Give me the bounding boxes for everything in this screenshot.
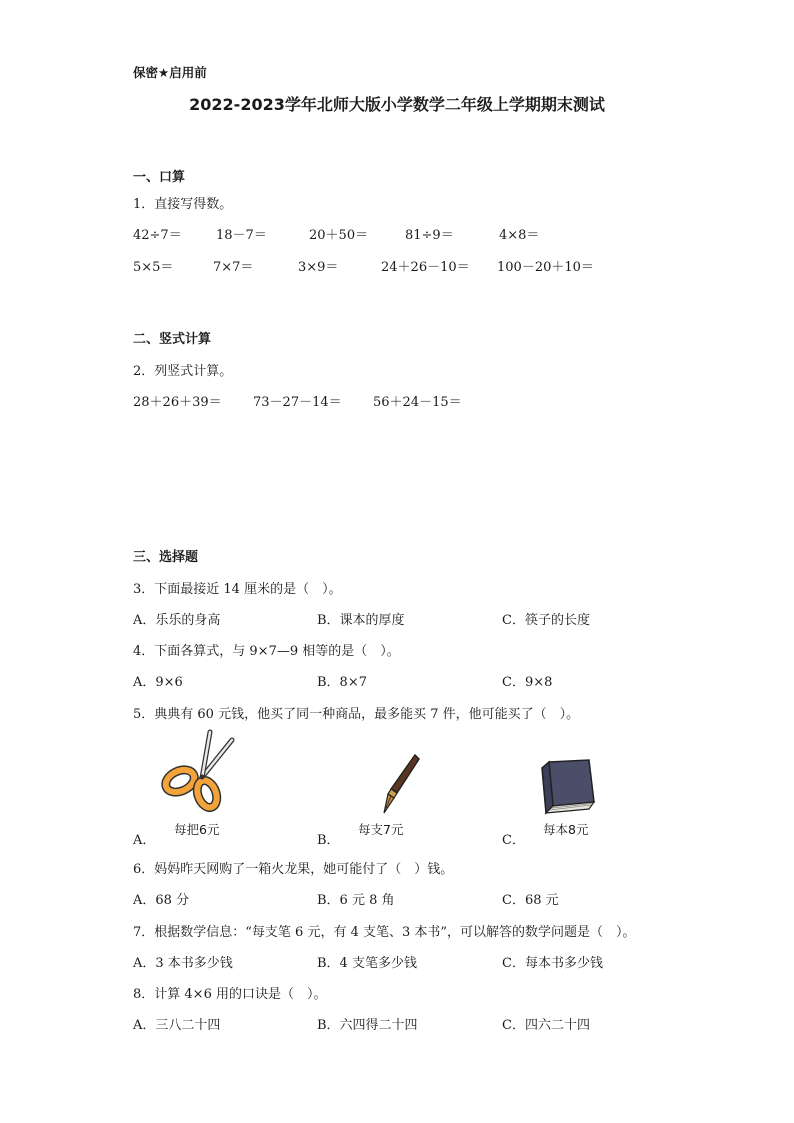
q7-option-c: C．每本书多少钱 — [502, 956, 603, 971]
q5-option-c: C． — [502, 833, 525, 848]
q4-option-b: B．8×7 — [317, 675, 367, 690]
scissors-icon — [158, 728, 238, 814]
pen-price-caption: 每支7元 — [358, 822, 404, 837]
q8-option-c: C．四六二十四 — [502, 1018, 590, 1033]
question-8: 8．计算 4×6 用的口诀是（ ）。 — [133, 987, 327, 1002]
q8-option-b: B．六四得二十四 — [317, 1018, 418, 1033]
page-title: 2022-2023学年北师大版小学数学二年级上学期期末测试 — [189, 95, 605, 114]
question-7: 7．根据数学信息：“每支笔 6 元，有 4 支笔、3 本书”，可以解答的数学问题是（ ）。 — [133, 925, 636, 940]
q7-option-a: A．3 本书多少钱 — [133, 956, 233, 971]
question-1: 1．直接写得数。 — [133, 197, 233, 212]
vertical-calc-item: 56＋24－15＝ — [373, 395, 462, 410]
oral-item: 24＋26－10＝ — [381, 260, 470, 275]
q6-option-b: B．6 元 8 角 — [317, 893, 395, 908]
section-heading-vertical-calc: 二、竖式计算 — [133, 332, 212, 347]
q7-option-b: B．4 支笔多少钱 — [317, 956, 417, 971]
question-5: 5．典典有 60 元钱，他买了同一种商品，最多能买 7 件，他可能买了（ ）。 — [133, 707, 580, 722]
book-icon — [537, 756, 599, 818]
oral-item: 4×8＝ — [499, 228, 540, 243]
q5-option-b: B． — [317, 833, 340, 848]
pen-icon — [375, 753, 421, 815]
section-heading-multiple-choice: 三、选择题 — [133, 550, 199, 565]
question-2: 2．列竖式计算。 — [133, 364, 233, 379]
q3-option-a: A．乐乐的身高 — [133, 613, 221, 628]
q3-option-c: C．筷子的长度 — [502, 613, 590, 628]
q6-option-a: A．68 分 — [133, 893, 190, 908]
q3-option-b: B．课本的厚度 — [317, 613, 405, 628]
confidential-label: 保密★启用前 — [133, 65, 207, 80]
q6-option-c: C．68 元 — [502, 893, 559, 908]
oral-item: 18－7＝ — [216, 228, 267, 243]
oral-item: 5×5＝ — [133, 260, 174, 275]
question-3: 3．下面最接近 14 厘米的是（ ）。 — [133, 582, 342, 597]
oral-item: 81÷9＝ — [405, 228, 454, 243]
q8-option-a: A．三八二十四 — [133, 1018, 221, 1033]
question-6: 6．妈妈昨天网购了一箱火龙果，她可能付了（ ）钱。 — [133, 862, 454, 877]
book-price-caption: 每本8元 — [543, 822, 589, 837]
oral-item: 20＋50＝ — [309, 228, 369, 243]
vertical-calc-item: 73－27－14＝ — [253, 395, 342, 410]
q4-option-c: C．9×8 — [502, 675, 553, 690]
question-4: 4．下面各算式，与 9×7—9 相等的是（ ）。 — [133, 644, 400, 659]
q4-option-a: A．9×6 — [133, 675, 183, 690]
scissors-price-caption: 每把6元 — [174, 822, 220, 837]
oral-item: 7×7＝ — [213, 260, 254, 275]
section-heading-mental-math: 一、口算 — [133, 170, 186, 185]
oral-item: 100－20＋10＝ — [497, 260, 594, 275]
oral-item: 3×9＝ — [298, 260, 339, 275]
oral-item: 42÷7＝ — [133, 228, 182, 243]
vertical-calc-item: 28＋26＋39＝ — [133, 395, 222, 410]
q5-option-a: A． — [133, 833, 156, 848]
